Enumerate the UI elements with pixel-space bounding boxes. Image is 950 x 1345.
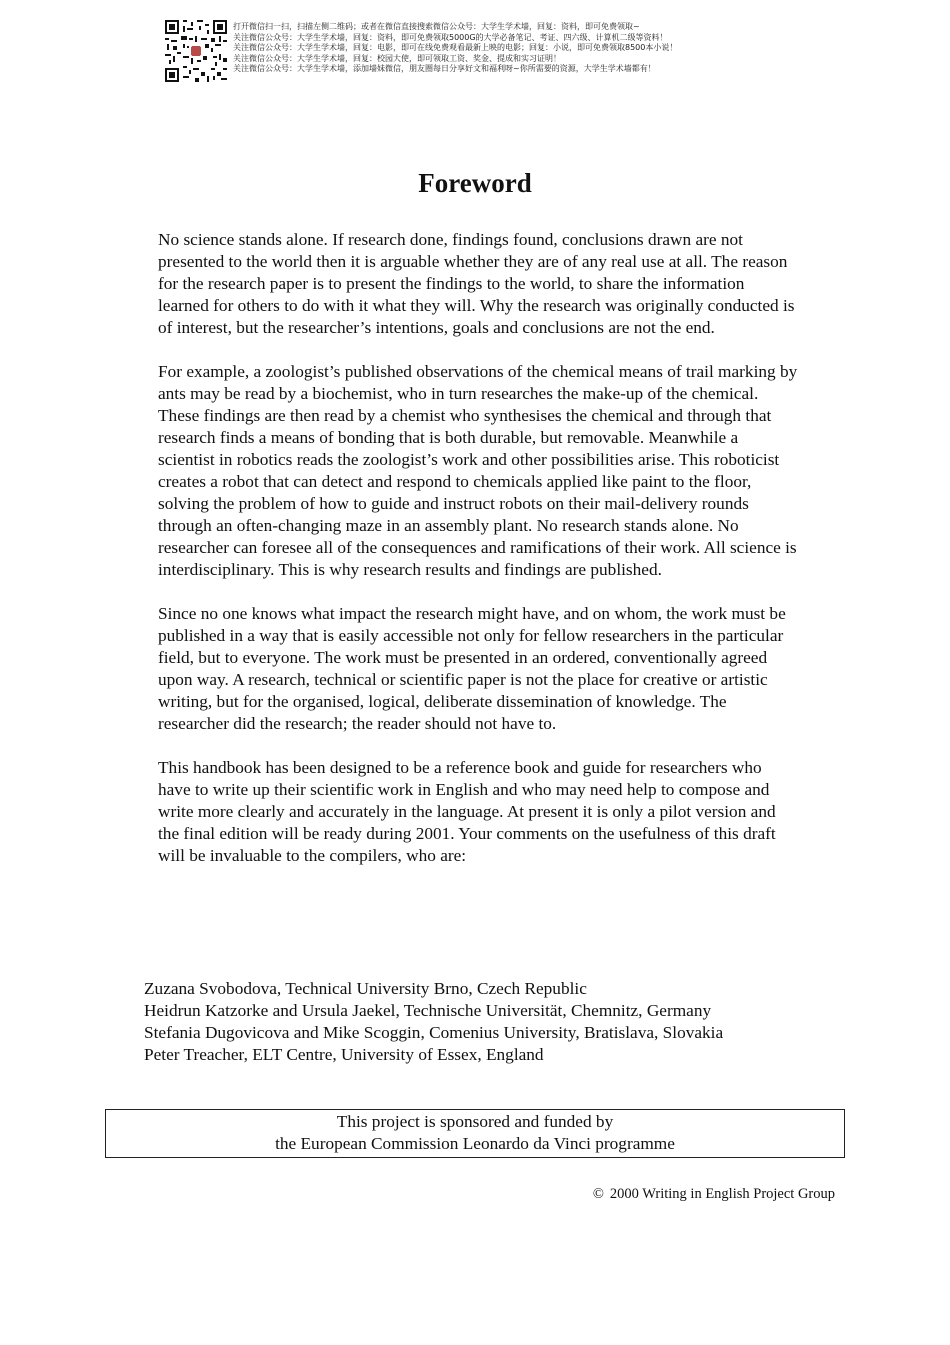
foreword-body (158, 229, 798, 889)
qr-code-icon[interactable] (165, 20, 227, 82)
page-title: Foreword (418, 168, 532, 198)
paragraph: This handbook has been designed to be a reference book and guide for researchers who have to write up their scientific work in English and who may need help to compose and write more clearly and accurately in the language. At present it is only a pilot version and the final edition will be ready during 2001. Your comments on the usefulness of this draft will be invaluable to the compilers, who are: (158, 758, 776, 865)
paragraph: Since no one knows what impact the research might have, and on whom, the work must be published in a way that is easily accessible not only for fellow researchers in the particular field, but to everyone. The work must be presented in an ordered, conventionally agreed upon way. A research, technical or scientific paper is not the place for creative or artistic writing, but for the organised, logical, deliberate dissemination of knowledge. The researcher did the research; the reader should not have to. (158, 604, 786, 733)
compilers-list (144, 978, 844, 1066)
promo-line: 关注微信公众号：大学生学术墙，回复：校园大使，即可领取工资、奖金、提成和实习证明！ (233, 53, 561, 63)
sponsor-line-2: the European Commission Leonardo da Vinci programme (275, 1134, 675, 1153)
copyright-notice (593, 1185, 835, 1203)
sponsor-box (105, 1109, 845, 1158)
paragraph: No science stands alone. If research done, findings found, conclusions drawn are not presented to the world then it is arguable whether they are of any real use at all. The reason for the research paper is to present the findings to the world, to share the information learned for others to do with it what they will. Why the research was originally conducted is of interest, but the researcher’s intentions, goals and conclusions are not the end. (158, 230, 795, 337)
promo-line: 关注微信公众号：大学生学术墙，回复：资料，即可免费领取5000G的大学必备笔记、考证、四六级、计算机二级等资料！ (233, 32, 668, 42)
copyright-icon: © (592, 1186, 604, 1202)
promo-line: 关注微信公众号：大学生学术墙，回复：电影，即可在线免费观看最新上映的电影；回复：小说，即可免费领取8500本小说！ (233, 43, 678, 53)
copyright-text: 2000 Writing in English Project Group (609, 1186, 835, 1202)
promo-text (233, 22, 763, 75)
compiler-entry: Zuzana Svobodova, Technical University Brno, Czech Republic (144, 979, 587, 998)
compiler-entry: Peter Treacher, ELT Centre, University of Essex, England (144, 1045, 544, 1064)
promo-header (165, 20, 765, 86)
sponsor-line-1: This project is sponsored and funded by (336, 1112, 614, 1131)
paragraph: For example, a zoologist’s published observations of the chemical means of trail marking by ants may be read by a biochemist, who in turn researches the make-up of the chemical. These findings are then read by a chemist who synthesises the chemical and through that research finds a means of bonding that is both durable, but removable. Meanwhile a scientist in robotics reads the zoologist’s work and other possibilities arise. This roboticist creates a robot that can detect and respond to chemicals applied like paint to the floor, solving the problem of how to guide and instruct robots on their mail-delivery rounds through an often-changing maze in an assembly plant. No research stands alone. No researcher can foresee all of the consequences and ramifications of their work. All science is interdisciplinary. This is why research results and findings are published. (158, 362, 798, 579)
compiler-entry: Heidrun Katzorke and Ursula Jaekel, Technische Universität, Chemnitz, Germany (144, 1001, 712, 1020)
promo-line: 关注微信公众号：大学生学术墙，添加墙妹微信，朋友圈每日分享好文和福利呀~你所需要的资源，大学生学术墙都有！ (233, 64, 656, 74)
compiler-entry: Stefania Dugovicova and Mike Scoggin, Comenius University, Bratislava, Slovakia (144, 1023, 724, 1042)
promo-line: 打开微信扫一扫，扫描左侧二维码；或者在微信直接搜索微信公众号：大学生学术墙，回复：资料，即可免费领取~ (233, 22, 640, 31)
